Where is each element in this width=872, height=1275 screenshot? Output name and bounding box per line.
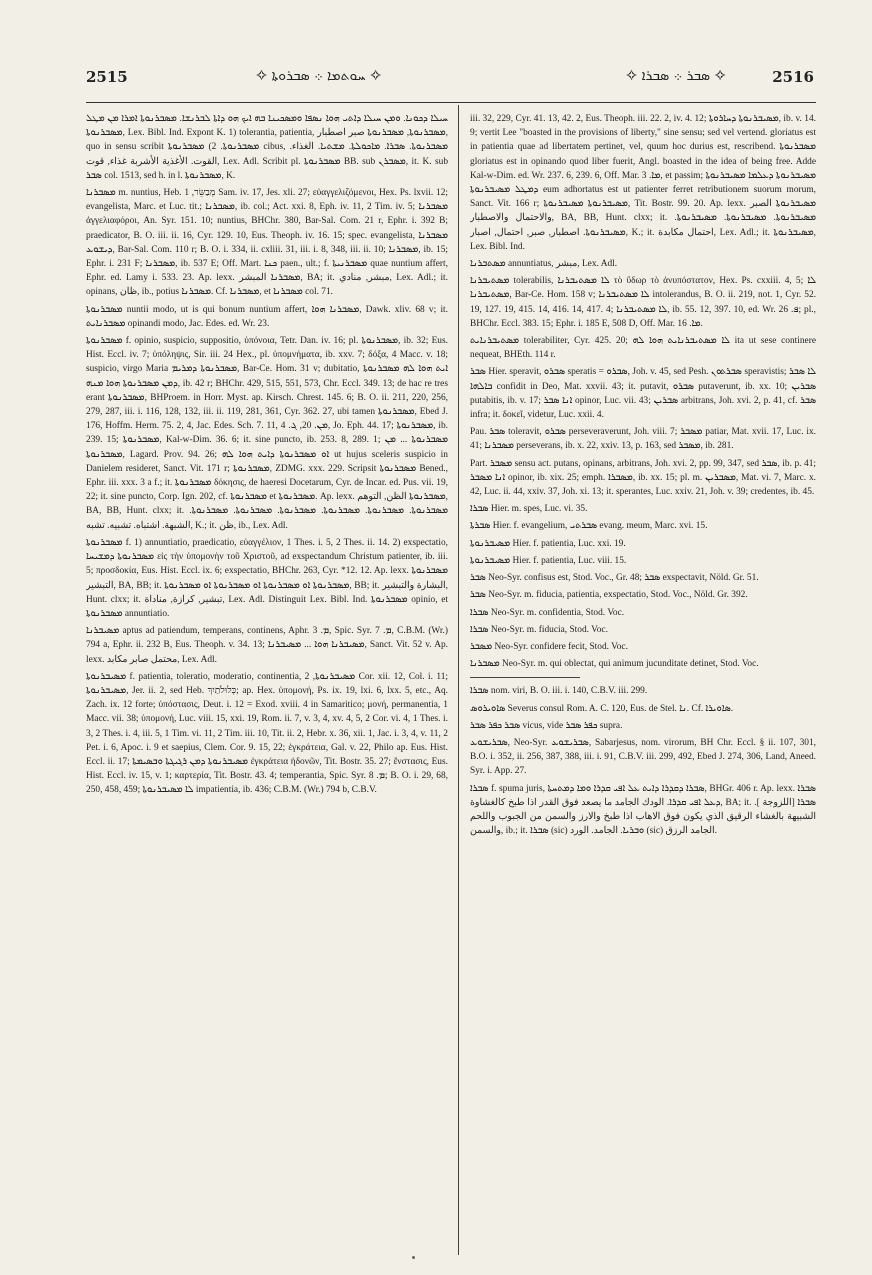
header-rule [86,102,816,103]
entry: ܣܒܪ Hier. speravit, ܣܒܪܘ speratis = ܣܒܪܘ, Joh. v. 45, sed Pesh. ܣܒܪܬܘܢ speravistis; ܠܐ ܣܒܪ ܒܐܠܗܐ confidit in Deo, Mat. xxvii. 43; it. putavit, ܣܒܪܘ putaverunt, ib. xx. 10; ܣܒܪܝܢ putabitis, ib. v. 17; ܐܢܐ ܣܒܪ opinor, Luc. vii. 43; ܣܒܪܝܢ arbitrans, Joh. xvi. 2, p. 41, cf. ܣܒܪ infra; it. δοκεῖ, videtur, Luc. xxii. 4. [470,367,816,421]
entry: ܣܐܘܝܪܘܣ Severus consul Rom. A. C. 120, Eus. de Stel. ܢܐ. Cf. ܣܐܘܝܪܐ. [470,703,734,714]
entry: ܣܒܪ ܟܦܪ ܣܒܪ vicus, vide ܟܦܪ ܣܒܪ supra. [470,720,623,731]
entry: ܡܣܬܒܪܢܐ annuntiatus, مبشر, Lex. Adl. [470,259,618,270]
page-header [86,68,814,94]
right-column [470,112,816,1257]
entry: ܣܒܪܐ Neo-Syr. m. fiducia, Stod. Voc. [470,624,608,635]
entry: ܣܒܪܐ nom. viri, B. O. iii. i. 140, C.B.V. iii. 299. [470,686,648,697]
entry: ܣܒܪ Neo-Syr. confisus est, Stod. Voc., Gr. 48; ܣܒܪ exspectavit, Nöld. Gr. 51. [470,573,759,584]
entry: ܡܣܒܪܢܘܬܐ nuntii modo, ut is qui bonum nuntium affert, ܡܣܒܪܢܐ ܗܘܐ, Dawk. xliv. 68 v; it. ܡܣܒܪܢܐܝܬ opinandi modo, Jac. Edes. ed. Wr. 23. [86,304,448,329]
entry: Part. ܡܣܒܪ sensu act. putans, opinans, arbitrans, Joh. xvi. 2, pp. 99, 347, sed ܣܒܪ, ib. p. 41; ܐܢܐ ܡܣܒܪ opinor, ib. xix. 25; emph. ܡܣܒܪܐ, ib. xx. 15; pl. m. ܡܣܒܪܝܢ, Mat. vi. 7, Marc. x. 42, Luc. ii. 44, xxiv. 37, Joh. xi. 13; it. sperantes, Luc. xxiv. 21, Joh. v. 39; credentes, ib. 45. [470,458,816,498]
page-number-right: 2516 [772,68,814,86]
column-divider [458,105,459,1255]
entry: ܚܝܠܐ ܕܟܘܢܐ. ܘܡܢ ܚܝܠܐ ܕܐܬܝ ܗܘܐ ܢܣܦܐ ܘܡܣܟܝܢܐ ܒܗ ܐܝܟ ܗܘ ܕܐܬܐ ܠܒܪܢܫܐ. ܡܣܒܪܢܘܬܐ ܐܡܪܐ ܡܢ ܡܛܠ ܡܣܒܪܢܘܬܐ, Lex. Bibl. Ind. Expont K. 1) tolerantia, patientia, ܡܣܒܪܢܘܬܐ, ܡܣܒܪܢܘܬܐ صبر اصطبار, quo in sensu scribit ܡܣܒܪܢܘܬܐ. 2) ܡܣܒܪܢܘܬܐ cibus, ܡܣܒܪܢܘܬܐ. ܣܒܪܐ. ܡܐܟܘܠܬܐ. ܡܫܬܝܐ. الغذاء. القوت. الأغذية الأشربة غذاء, قوت, Lex. Adl. Scribit pl. ܡܣܒܪܢܘܬܐ BB. sub ܡܣܒܪܢ, it. K. sub ܣܒܪ col. 1513, sed h. in l. ܡܣܒܪܢܘܬܐ, K. [86,114,448,181]
entry: ܣܒܪ Neo-Syr. m. fiducia, patientia, exspectatio, Stod. Voc., Nöld. Gr. 392. [470,590,748,601]
entry: ܡܣܝܒܪܢܘܬܐ Hier. f. patientia, Luc. xxi. 19. [470,538,626,549]
entry: iii. 32, 229, Cyr. 41. 13, 42. 2, Eus. Theoph. iii. 22. 2, iv. 4. 12; ܡܣܝܒܪܢܘܬܐ ܕܚܐܪܘܬܐ, ib. v. 14. 9; vertit Lee "boasted in the provisions of liberty," sine sensu; sed vel vertend. gloriatus est in patientia quae ad libertatem pertinet, vel, quum hoc durius est, rescribend. ܡܣܒܪܢܘܬܐ gloriatus est in opinando quod liber fuerit, Angl. boasted in the idea of being free. Adde Kal-w-Dim. ed. Wr. 237. 6, 239. 6, Off. Mar. ܡܐ. 3, et passim; ܡܣܝܒܪܢܘܬܐ ܕܥܠܡܐ ܡܣܝܒܪܢܘܬܐ ܕܡܛܠ ܡܣܝܒܪܢܘܬܐ eum adhortatus est ut patienter ferret retributionem suorum morum, Sanct. Vit. 166 r; ܡܣܝܒܪܢܘܬܐ ܡܣܝܒܪܢܘܬܐ, Tit. Bostr. 99. 20. Ap. lexx. ܡܣܝܒܪܢܘܬܐ الصبر والاحتمال والاصطبار, BA, BB, Hunt. clxx; it. ܡܣܝܒܪܢܘܬܐ. ܡܣܝܒܪܢܘܬܐ. ܡܣܝܒܪܢܘܬܐ. ܡܣܝܒܪܢܘܬܐ. اصطبار, صبر, احتمال, اصبار, K.; it. احتمال مكابدة, Lex. Adl.; it. ܡܣܝܒܪܢܘܬܐ, Lex. Bibl. Ind. [470,114,816,252]
section-separator [470,677,580,678]
entry: ܡܣܝܒܪܢܐ aptus ad patiendum, temperans, continens, Aphr. ܡ. 3, Spic. Syr. ܡ. 7, C.B.M. (Wr.) 794 a, Ephr. ii. 232 B, Eus. Theoph. v. 34. 13; ܡܣܝܒܪܢܐ ܗܘܐ ... ܡܣܝܒܪܢܐ, Sanct. Vit. 52 v. Ap. lexx. محتمل صابر مكابد, Lex. Adl. [86,626,448,665]
entry: Pau. ܣܒܪ toleravit, ܣܒܪܘ perseveraverunt, Joh. viii. 7; ܡܣܒܪ patiar, Mat. xvii. 17, Luc. ix. 41; ܡܣܒܪܢܐ perseverans, ib. x. 22, xxiv. 13, p. 163, sed ܡܣܒܪ, ib. 281. [470,427,816,452]
entry: ܡܣܒܪܢܘܬܐ f. 1) annuntiatio, praedicatio, εὐαγγέλιον, 1 Thes. i. 5, 2 Thes. ii. 14. 2) exspectatio, ܡܣܒܪܢܘܬܐ ܕܡܫܝܚܐ εἰς τὴν ὑπομονὴν τοῦ Χριστοῦ, ad exspectandum Christum patienter, ib. iii. 5; προσδοκία, Eus. Hist. Eccl. ix. 6; exspectatio, BHChr. 263, Cyr. *12. 12. Ap. lexx. ܡܣܒܪܢܘܬܐ التبشير, BA, BB; it. ܡܣܒܪܢܘܬܐ ܐܘ ܡܣܒܪܢܘܬܐ ܐܘ ܡܣܒܪܢܘܬܐ ܐܘ ܡܣܒܪܢܘܬܐ, BB; it. البشارة والتبشير, Hunt. clxx; it. تبشير, كرازة, مناداة, Lex. Adl. Distinguit Lex. Bibl. Ind. ܡܣܒܪܢܘܬܐ opinio, et ܡܣܒܪܢܘܬܐ annuntiatio. [86,537,448,619]
entry: ܡܣܝܒܪܢܘܬܐ f. patientia, toleratio, moderatio, continentia, ܡܣܝܒܪܢܘܬܐ, 2 Cor. xii. 12, Col. i. 11; ܡܣܝܒܪܢܘܬܐ, Jer. ii. 2, sed Heb. כְּלוּלֹתַיִךְ; ap. Hex. ὑπομονή, Ps. ix. 19, lxi. 6, lxx. 5, etc., Aq. Zach. ix. 12 forte; ὑπόστασις, Deut. i. 12 = Exod. xviii. 4 in Samaritico; μονή, permanentia, 1 Macc. vii. 38; ὑπομονή, Luc. viii. 15, xxi. 19, Rom. ii. 7, v. 3, 4, xv. 4, 5, 2 Cor. vi. 4, 1 Thes. i. 3, 2 Thes. i. 4, iii. 5, 1 Tim. vi. 11, 2 Tim. iii. 10, Tit. ii. 2, Hebr. x. 36, xii. 1, Jac. i. 3, 4, v. 11, 2 Pet. i. 6, Apoc. i. 9 et saepius, Clem. Cor. 9. 15, 22; ἐγκράτεια, Gal. v. 22, Philo ap. Eus. Hist. Eccl. ii. 17; ܡܣܝܒܪܢܘܬܐ ܕܡܢ ܪܓܝܓܬܐ ܘܒܣܝܡܬܐ ἐγκράτεια ἡδονῶν, Tit. Bostr. 35. 27; ἔνστασις, Eus. Hist. Eccl. iv. 15, v. 1; καρτερία, Tit. Bostr. 43. 4; temperantia, Spic. Syr. ܡ. 8; B. O. i. 29, 68, 250, 458, 459; ܠܐ ܡܣܝܒܪܢܘܬܐ impatientia, ib. 436; C.B.M. (Wr.) 794 b, C.B.V. [86,671,448,796]
entry: ܡܣܒܪ Neo-Syr. confidere fecit, Stod. Voc. [470,641,628,652]
entry: ܣܒܪܐ f. spuma juris, ܣܒܪܐ ܕܩܕܪܐ ܕܐܝܬ ܥܠ ܐܦܝ ܩܕܪܐ ܘܡܐ ܕܡܬܚܬܐ, BHGr. 406 r. Ap. lexx. ܣܒܪܐ ܕܥܠ ܐܦܝ ܩܕܪܐ. الودك الجامد ما يصعد فوق القدر اذا طبخ كالغشاوة, BA; it. ܣܒܪܐ [اللزوجة ]. الشبيهة بالغشاء الرقيق الذي يكون فوق الاهاب اذا طبخ والارز والسمن من الجبوب واللحم والسمن, ib.; it. ܣܒܪܐ (sic) ܘܒܪܝܐ. الجامد. الورد (sic) الجامد الرزق. [470,783,816,837]
left-column [86,112,448,1257]
entry: ܡܣܬܝܒܪܢܐܝܬ tolerabiliter, Cyr. 425. 20; ܠܐ ܡܣܬܝܒܪܢܐܝܬ ܗܘܐ ܠܗ ita ut sese continere nequeat, BHEth. 114 r. [470,336,816,361]
entry: ܣܒܪܐ Neo-Syr. m. confidentia, Stod. Voc. [470,607,625,618]
entry: ܡܣܝܒܪܢܘܬܐ Hier. f. patientia, Luc. viii. 15. [470,555,627,566]
entry: ܡܣܬܝܒܪܢܐ tolerabilis, ܠܐ ܡܣܬܝܒܪܢܐ τὸ ὕδωρ τὸ ἀνυπόστατον, Hex. Ps. cxxiii. 4, 5; ܠܐ ܡܣܬܝܒܪܢܐ, Bar-Ce. Hom. 158 v; ܠܐ ܡܣܬܝܒܪܢܐ intolerandus, B. O. ii. 219, not. 1, Cyr. 52. 19, 127. 19, 415. 14, 416. 14, 417. 4; ܠܐ ܡܣܬܝܒܪܢܐ, ib. 55. 12, 397. 10, ed. Wr. ܦ. 26; pl., BHChr. Eccl. 383. 15; Ephr. i. 185 E, 508 D, Off. Mar. ܡܐ. 16. [470,276,816,329]
entry: ܡܣܒܪܢܘܬܐ f. opinio, suspicio, suppositio, ὑπόνοια, Tetr. Dan. iv. 16; pl. ܡܣܒܪܢܘܬܐ, ib. 32; Eus. Hist. Eccl. iv. 7; ὑπόληψις, Sir. iii. 24 Hex., pl. ὑπομνήματα, ib. xxv. 7; δόξα, 4 Macc. v. 18; suspicio, virgo Maria ܡܣܒܪܢܘܬܐ ܕܡܪܝܡ, Bar-Ce. Hom. 31 v; dubitatio, ܐܝܬ ܗܘܐ ܠܗ ܡܣܒܪܢܘܬܐ ܕܡܢ ܡܣܒܪܢܘܬܐ ܗܘܐ ܡܢܗ, ib. 42 r; BHChr. 429, 515, 551, 573, Chr. Eccl. 349. 13; de hac re tres erant ܡܣܒܪܢܘܬܐ, BHProem. in Horr. Myst. ap. Kirsch. Chrest. 145. 6; B. O. ii. 211, 220, 256, 279, 287, iii. i. 116, 128, 132, iii. ii. 119, 281, 361, Cyr. 362. 27, ubi tamen ܡܣܒܪܢܘܬܐ, Ebed J. 176, Hoffm. Herm. 75. 2, 4, Jac. Edes. Sch. 7. 11, ܡܢ. 20, ܓ. 4, Jo. Eph. 44. 17; ܡܣܒܪܢܘܬܐ, ib. 239. 15; ܡܣܒܪܢܘܬܐ, Kal-w-Dim. 36. 6; it. sine puncto, ib. 253. 8, 289. 1; ܡܣܒܪܢܘܬܐ ... ܡܢ ܡܣܒܪܢܘܬܐ, Lagard. Prov. 94. 26; ܐܘ ܡܣܒܪܢܘܬܐ ܕܐܝܬ ܗܘܐ ܠܗ ut hujus sceleris suspicio in Danielem resideret, Sanct. Vit. 171 r; ܡܣܒܪܢܘܬܐ, ZDMG. xxx. 229. Scripsit ܡܣܒܪܢܘܬܐ Bened., Ephr. iii. xxx. 3 a f.; it. ܡܣܒܪܢܘܬܐ δόκησις, de haeresi Docetarum, Cyr. de Incar. ed. Pus. vii. 19, 22; it. sine puncto, Corp. Ign. 202, cf. ܡܣܒܪܢܘܬܐ et ܡܣܒܪܢܘܬܐ. Ap. lexx. ܡܣܒܪܢܘܬܐ الظن, التوهم, BA, BB, Hunt. clxx; it. ܡܣܒܪܢܘܬܐ. ܡܣܒܪܢܘܬܐ. ܡܣܒܪܢܘܬܐ. ܡܣܒܪܢܘܬܐ. ܡܣܒܪܢܘܬܐ. ܡܣܒܪܢܘܬܐ. الشبهة. اشتباه. تشبيه. تشبه, K.; it. ظن, ib., Lex. Adl. [86,336,448,531]
entry: ܣܒܪܬܐ Hier. f. evangelium, ܣܒܪܬܝ evang. meum, Marc. xvi. 15. [470,521,708,532]
page-number-left: 2515 [86,68,128,86]
page-speck [412,1256,415,1259]
entry: ܣܒܪܝܫܘܥ, Neo-Syr. ܣܒܪܝܫܘܥ, Sabarjesus, nom. virorum, BH Chr. Eccl. § ii. 107, 301, B.O. i. 352, ii. 256, 387, 388, iii. i. 91, C.B.V. iii. 299, 492, Ebed J. 274, 306, Land, Aneed. Syr. i. App. 27. [470,737,816,777]
entry: ܡܣܒܪܢܐ Neo-Syr. m. qui oblectat, qui animum jucunditate detinet, Stod. Voc. [470,659,759,670]
running-head-right: ✧ ܣܒܪ ܀ ܣܒܪܐ ✧ [626,68,726,84]
entry: ܣܒܪܐ Hier. m. spes, Luc. vi. 35. [470,504,588,515]
running-head-left: ✧ ܚܘܬܡܐ ܀ ܣܒܪܘܬܐ ✧ [256,68,382,84]
entry: ܡܣܒܪܢܐ m. nuntius, Heb. מְבַשֵּׂר, 1 Sam. iv. 17, Jes. xli. 27; εὐαγγελιζόμενοι, Hex. Ps. lxvii. 12; evangelista, Marc. et Luc. tit.; ܡܣܒܪܢܐ, ib. col.; Act. xxi. 8, Eph. iv. 11, 2 Tim. iv. 5; ܡܣܒܪܢܐ ἀγγελιαφόροι, An. Syr. 151. 10; nuntius, BHChr. 380, Bar-Sal. Com. 21 r, Ephr. i. 392 B; praedicator, B. O. iii. ii. 16, Cyr. 129. 10, Eus. Theoph. iv. 16. 15; spec. evangelista, ܡܣܒܪܢܐ ܕܝܫܘܥ, Bar-Sal. Com. 110 r; B. O. i. 334, ii. cxliii. 31, iii. i. 8, 348, iii. ii. 10; ܡܣܒܪܢܐ, ib. 15; Ephr. i. 231 F; ܡܣܒܪܢܐ, ib. 537 E; Off. Mart. ܟܢܐ paen., ult.; f. ܡܣܒܪܢܝܬܐ quae nuntium affert, Ephr. ed. Lamy i. 533. 23. Ap. lexx. ܡܣܒܪܢܐ المبشر, BA; it. مبشر, منادي, Lex. Adl.; it. opinans, ظان, ib., potius ܡܣܒܪܢܐ. Cf. ܡܣܒܪܢܐ, et ܡܣܒܪܢܐ col. 71. [86,188,448,298]
